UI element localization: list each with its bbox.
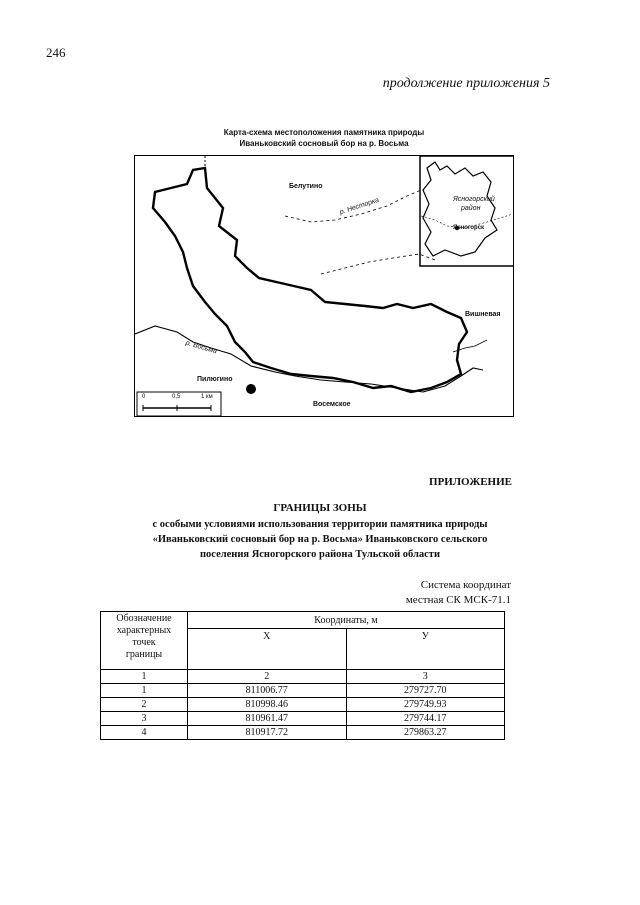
table-row [101, 726, 505, 740]
table-row [101, 684, 505, 698]
cell-y: 279727.70 [346, 684, 505, 698]
cell-x: 810961.47 [188, 712, 347, 726]
page-number: 246 [46, 45, 66, 60]
column-number-2: 2 [188, 670, 347, 684]
cell-x: 810998.46 [188, 698, 347, 712]
cell-y: 279744.17 [346, 712, 505, 726]
label-yasnogorsk: Ясногорск [453, 225, 485, 231]
label-region-line1: Ясногорский [453, 196, 495, 203]
header-point-line1: Обозначение [116, 613, 172, 624]
header-coordinates: Координаты, м [188, 612, 505, 629]
label-river-nestorka: р. Несторка [338, 196, 380, 217]
cell-point: 2 [101, 698, 188, 712]
cell-y: 279749.93 [346, 698, 505, 712]
appendix-label: ПРИЛОЖЕНИЕ [429, 476, 512, 488]
cell-point: 4 [101, 726, 188, 740]
header-point-designation [101, 612, 188, 670]
scale-label-2: 1 км [201, 394, 213, 400]
column-number-3: 3 [346, 670, 505, 684]
coordinate-system-line2: местная СК МСК-71.1 [405, 594, 511, 606]
coordinates-table [100, 611, 505, 740]
label-vishnevaya: Вишневая [465, 311, 501, 318]
header-point-line3: точек [132, 637, 156, 648]
cell-point: 1 [101, 684, 188, 698]
table-row [101, 698, 505, 712]
zone-subtitle-line3: поселения Ясногорского района Тульской области [199, 549, 441, 560]
zone-subtitle-line1: с особыми условиями использования территории памятника природы [152, 519, 488, 530]
zone-subtitle [100, 517, 540, 562]
scale-label-0: 0 [142, 394, 146, 400]
map-title-line1: Карта-схема местоположения памятника природы [223, 128, 425, 137]
label-region-line2: район [461, 205, 481, 212]
table-row [101, 712, 505, 726]
scale-label-1: 0,5 [172, 394, 181, 400]
header-x: X [188, 629, 347, 670]
river-vosma-line [135, 326, 483, 392]
coordinate-system-line1: Система координат [420, 579, 511, 591]
cell-x: 810917.72 [188, 726, 347, 740]
cell-y: 279863.27 [346, 726, 505, 740]
cell-x: 811006.77 [188, 684, 347, 698]
header-point-line4: границы [125, 649, 163, 660]
zone-subtitle-line2: «Иваньковский сосновый бор на р. Восьма» Иваньковского сельского [152, 534, 488, 545]
label-vosemskoe: Восемское [313, 401, 351, 408]
map-title [134, 127, 514, 149]
zone-title: ГРАНИЦЫ ЗОНЫ [273, 502, 367, 514]
column-number-row [101, 670, 505, 684]
label-pilyugino: Пилюгино [197, 376, 233, 383]
continuation-note: продолжение приложения 5 [382, 76, 550, 91]
cell-point: 3 [101, 712, 188, 726]
header-y: У [346, 629, 505, 670]
label-belyutino: Белутино [289, 183, 323, 190]
map-title-line2: Иваньковский сосновый бор на р. Восьма [239, 139, 409, 148]
header-point-line2: характерных [116, 625, 172, 636]
location-map [134, 155, 514, 417]
pilyugino-marker [246, 384, 256, 394]
column-number-1: 1 [101, 670, 188, 684]
label-river-vosma: р. Восьма [184, 339, 218, 356]
coordinate-system-note [300, 578, 511, 608]
road-line [321, 254, 435, 274]
